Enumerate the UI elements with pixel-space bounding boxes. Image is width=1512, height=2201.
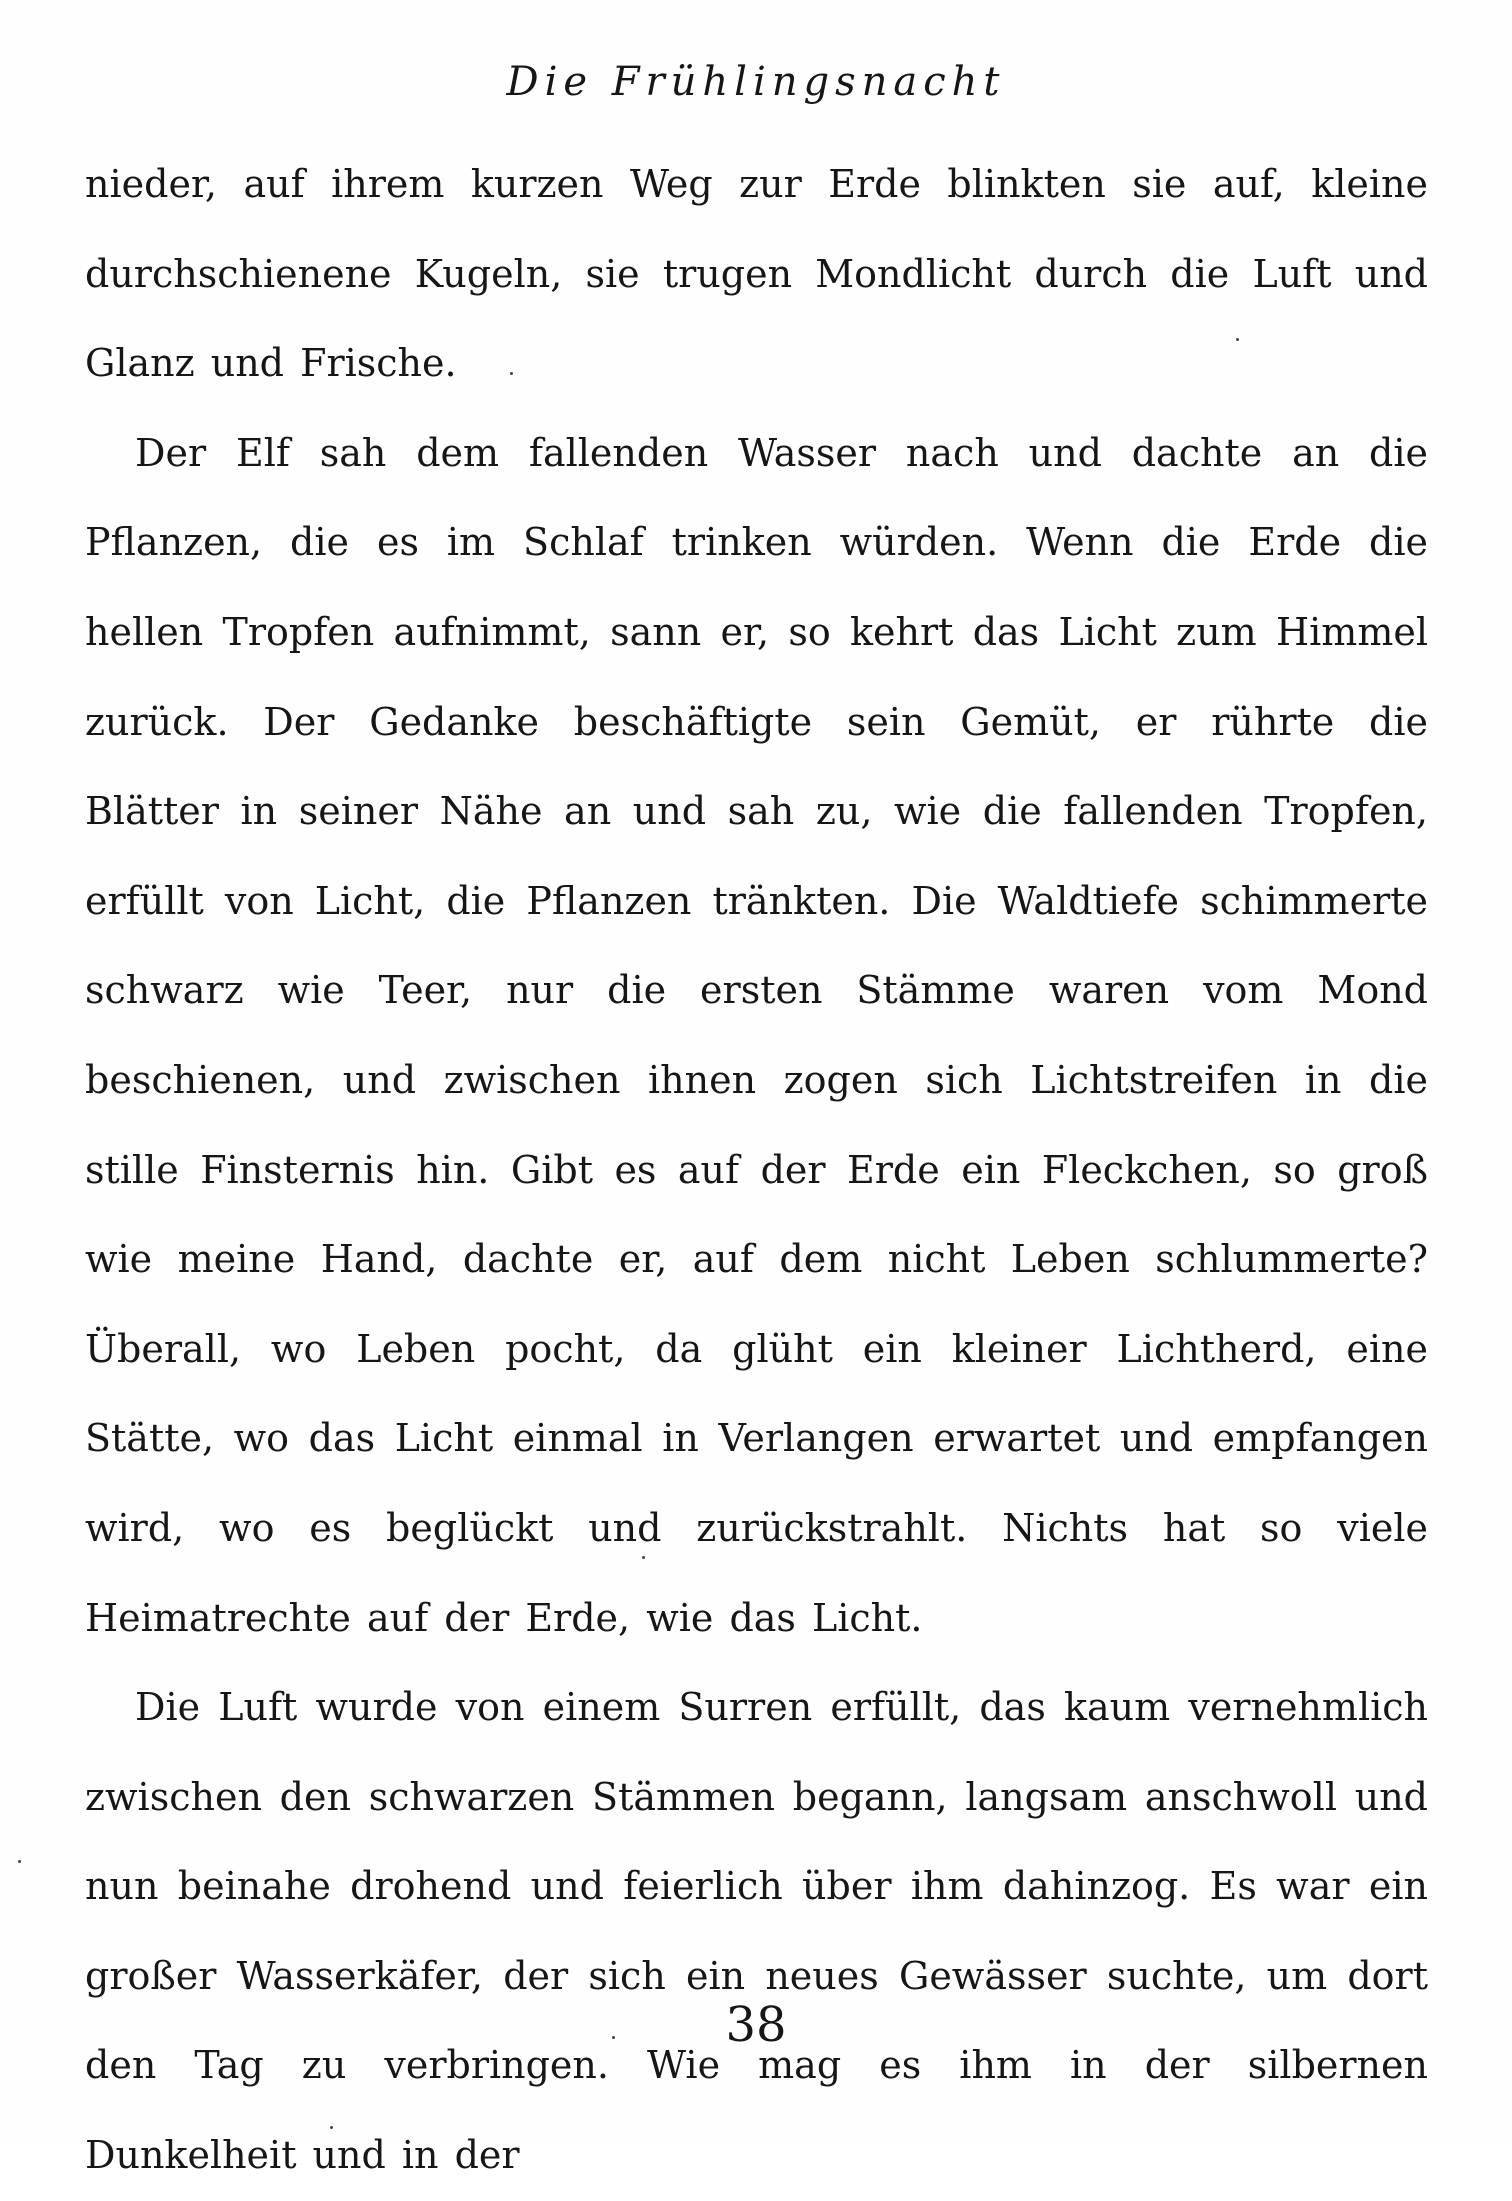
paragraph-3: Die Luft wurde von einem Surren erfüllt, das kaum vernehmlich zwischen den schwarzen Stämmen begann, langsam anschwoll und nun beinahe drohend und feierlich über ihm dahinzog. Es war ein großer Wasserkäfer, der sich ein neues Gewässer suchte, um dort den Tag zu verbringen. Wie mag es ihm in der silbernen Dunkelheit und in der (85, 1685, 1428, 2178)
paragraph-1: nieder, auf ihrem kurzen Weg zur Erde blinkten sie auf, kleine durchschienene Kugeln, sie trugen Mondlicht durch die Luft und Glanz und Frische. (85, 162, 1428, 386)
paper-speck (1236, 338, 1239, 341)
paper-speck (612, 2036, 615, 2039)
paragraph-2: Der Elf sah dem fallenden Wasser nach und dachte an die Pflanzen, die es im Schlaf trinken würden. Wenn die Erde die hellen Tropfen aufnimmt, sann er, so kehrt das Licht zum Himmel zurück. Der Gedanke beschäftigte sein Gemüt, er rührte die Blätter in seiner Nähe an und sah zu, wie die fallenden Tropfen, erfüllt von Licht, die Pflanzen tränkten. Die Waldtiefe schimmerte schwarz wie Teer, nur die ersten Stämme waren vom Mond beschienen, und zwischen ihnen zogen sich Lichtstreifen in die stille Finsternis hin. Gibt es auf der Erde ein Fleckchen, so groß wie meine Hand, dachte er, auf dem nicht Leben schlummerte? Überall, wo Leben pocht, da glüht ein kleiner Lichtherd, eine Stätte, wo das Licht einmal in Verlangen erwartet und empfangen wird, wo es beglückt und zurückstrahlt. Nichts hat so viele Heimatrechte auf der Erde, wie das Licht. (85, 430, 1428, 1640)
page-number: 38 (725, 1997, 787, 2053)
running-head: Die Frühlingsnacht (506, 59, 1006, 105)
paper-speck (642, 1556, 645, 1559)
paper-speck (18, 1860, 21, 1863)
paper-speck (510, 372, 513, 375)
body-text (85, 140, 1428, 2201)
paper-speck (330, 2126, 333, 2129)
